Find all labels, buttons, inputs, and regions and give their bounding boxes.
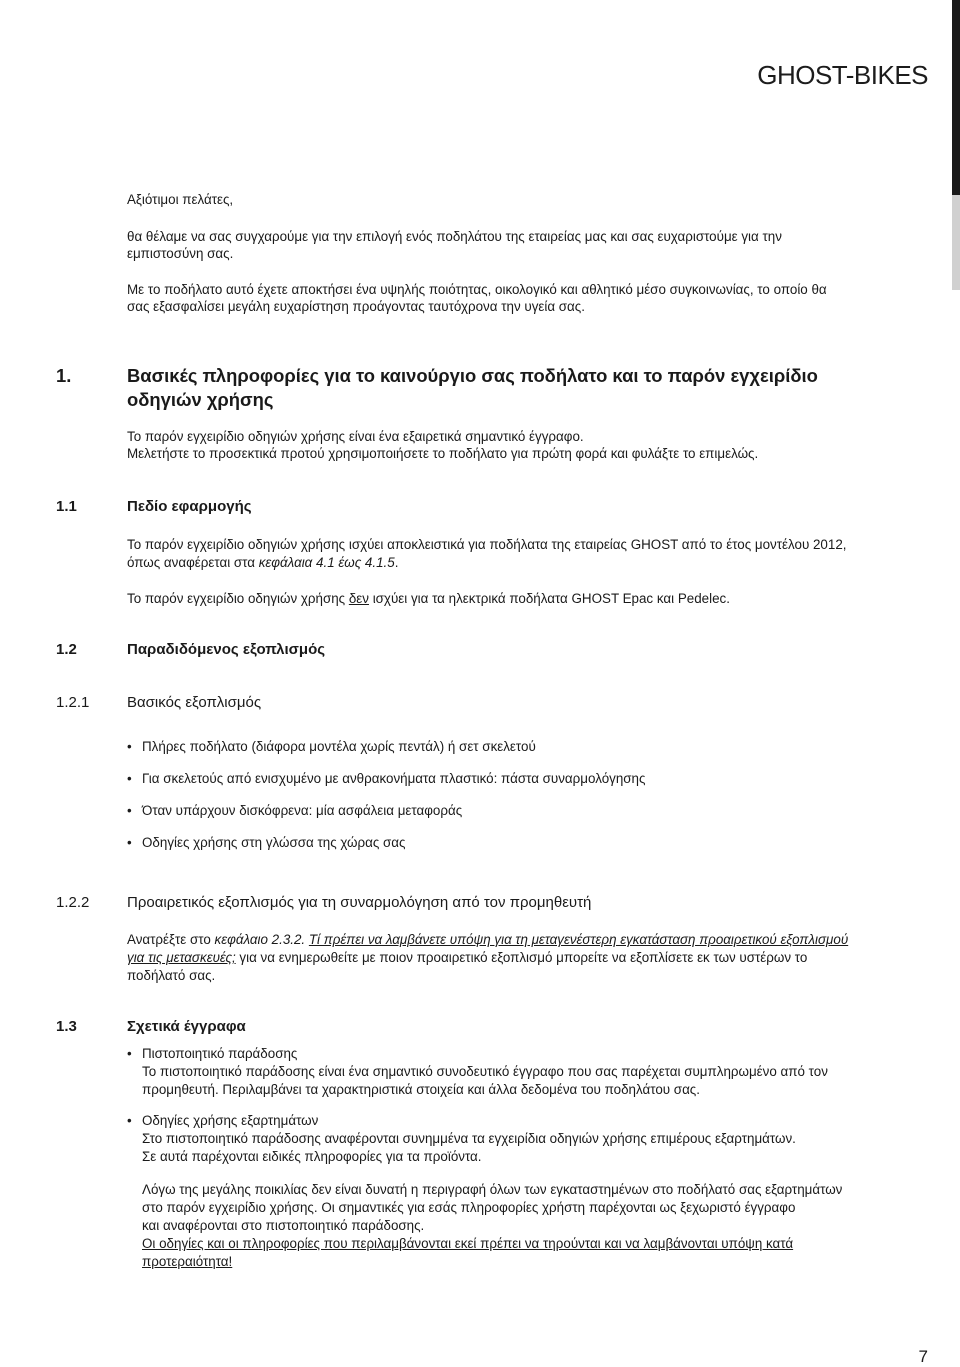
section-1-3-number: 1.3 — [56, 1018, 77, 1035]
priority-notice-line-2: προτεραιότητα! — [142, 1254, 233, 1269]
bullet-icon: • — [127, 835, 132, 850]
intro-paragraph-1-line-2: εμπιστοσύνη σας. — [127, 246, 234, 261]
intro-paragraph-1-line-1: θα θέλαμε να σας συγχαρούμε για την επιλογή ενός ποδηλάτου της εταιρείας μας και σας ευχαριστούμε για την — [127, 229, 782, 244]
section-1-1-title: Πεδίο εφαρμογής — [127, 498, 252, 515]
section-1-text-line-2: Μελετήστε το προσεκτικά προτού χρησιμοποιήσετε το ποδήλατο για πρώτη φορά και φυλάξτε το επιμελώς. — [127, 446, 759, 461]
document-item-text: προμηθευτή. Περιλαμβάνει τα χαρακτηριστικά στοιχεία και άλλα δεδομένα του ποδηλάτου σας. — [142, 1082, 700, 1097]
components-paragraph-line-1: Λόγω της μεγάλης ποικιλίας δεν είναι δυνατή η περιγραφή όλων των εγκαταστημένων στο ποδήλατό σας εξαρτημάτων — [142, 1182, 843, 1197]
section-1-1-number: 1.1 — [56, 498, 77, 515]
list-item: Όταν υπάρχουν δισκόφρενα: μία ασφάλεια μεταφοράς — [142, 803, 463, 818]
document-item-text: Στο πιστοποιητικό παράδοσης αναφέρονται συνημμένα τα εγχειρίδια οδηγιών χρήσης επιμέρους εξαρτημάτων. — [142, 1131, 796, 1146]
exclusion-text-start: Το παρόν εγχειρίδιο οδηγιών χρήσης — [127, 591, 349, 606]
section-1-text-line-1: Το παρόν εγχειρίδιο οδηγιών χρήσης είναι ένα εξαιρετικά σημαντικό έγγραφο. — [127, 429, 584, 444]
exclusion-emphasis: δεν — [348, 591, 369, 606]
edge-tab-light — [952, 195, 960, 290]
scope-line-2 — [127, 554, 927, 572]
optional-line-3: ποδήλατό σας. — [127, 968, 216, 983]
chapter-reference: κεφάλαιο 2.3.2. — [214, 932, 309, 947]
section-1-3-title: Σχετικά έγγραφα — [127, 1018, 246, 1035]
section-1-2-1-title: Βασικός εξοπλισμός — [127, 694, 262, 711]
list-item: Για σκελετούς από ενισχυμένο με ανθρακονήματα πλαστικό: πάστα συναρμολόγησης — [142, 771, 646, 786]
bullet-icon: • — [127, 771, 132, 786]
bullet-icon: • — [127, 1046, 132, 1061]
scope-period: . — [394, 555, 399, 570]
components-paragraph-line-2: στο παρόν εγχειρίδιο χρήσης. Οι σημαντικές για εσάς πληροφορίες χρήστη παρέχονται ως ξεχωριστό έγγραφο — [142, 1200, 796, 1215]
priority-notice-line-1: Οι οδηγίες και οι πληροφορίες που περιλαμβάνονται εκεί πρέπει να τηρούνται και να λαμβάνονται υπόψη κατά — [142, 1236, 794, 1251]
page-number: 7 — [918, 1347, 928, 1366]
section-1-title-line-2: οδηγιών χρήσης — [127, 389, 274, 410]
optional-text: για να ενημερωθείτε με ποιον προαιρετικό εξοπλισμό μπορείτε να εξοπλίσετε εκ των υστέρων το — [235, 950, 808, 965]
section-1-2-2-number: 1.2.2 — [56, 894, 90, 911]
section-1-2-1-number: 1.2.1 — [56, 694, 90, 711]
section-1-2-number: 1.2 — [56, 641, 77, 658]
bullet-icon: • — [127, 803, 132, 818]
section-1-2-title: Παραδιδόμενος εξοπλισμός — [127, 641, 326, 658]
edge-tab-dark — [952, 0, 960, 195]
list-item: Πλήρες ποδήλατο (διάφορα μοντέλα χωρίς πεντάλ) ή σετ σκελετού — [142, 739, 536, 754]
scope-exclusion — [127, 590, 927, 608]
chapter-title-reference: Τί πρέπει να λαμβάνετε υπόψη για τη μεταγενέστερη εγκατάσταση προαιρετικού εξοπλισμού — [308, 932, 849, 947]
optional-text: Ανατρέξτε στο — [127, 932, 215, 947]
document-item-title: Οδηγίες χρήσης εξαρτημάτων — [142, 1113, 319, 1128]
scope-text: όπως αναφέρεται στα — [127, 555, 259, 570]
section-1-title-line-1: Βασικές πληροφορίες για το καινούργιο σας ποδήλατο και το παρόν εγχειρίδιο — [127, 365, 818, 386]
section-1-number: 1. — [56, 365, 72, 386]
brand-title: GHOST-BIKES — [757, 60, 928, 90]
document-item-text: Το πιστοποιητικό παράδοσης είναι ένα σημαντικό συνοδευτικό έγγραφο που σας παρέχεται συμπληρωμένο από τον — [142, 1064, 828, 1079]
components-paragraph-line-3: και αναφέρονται στο πιστοποιητικό παράδοσης. — [142, 1218, 425, 1233]
optional-line-2 — [127, 949, 927, 967]
greeting: Αξιότιμοι πελάτες, — [127, 192, 234, 207]
list-item: Οδηγίες χρήσης στη γλώσσα της χώρας σας — [142, 835, 406, 850]
intro-paragraph-2-line-1: Με το ποδήλατο αυτό έχετε αποκτήσει ένα υψηλής ποιότητας, οικολογικό και αθλητικό μέσο συγκοινωνίας, το οποίο θα — [127, 282, 827, 297]
document-item-title: Πιστοποιητικό παράδοσης — [142, 1046, 298, 1061]
chapter-title-reference-end: για τις μετασκευές; — [127, 950, 236, 965]
intro-paragraph-2-line-2: σας εξασφαλίσει μεγάλη ευχαρίστηση προάγοντας ταυτόχρονα την υγεία σας. — [127, 299, 585, 314]
scope-line-1: Το παρόν εγχειρίδιο οδηγιών χρήσης ισχύει αποκλειστικά για ποδήλατα της εταιρείας GHOST από το έτος μοντέλου 2012, — [127, 537, 847, 552]
exclusion-text-end: ισχύει για τα ηλεκτρικά ποδήλατα GHOST Epac και Pedelec. — [368, 591, 730, 606]
bullet-icon: • — [127, 1113, 132, 1128]
document-item-text: Σε αυτά παρέχονται ειδικές πληροφορίες για τα προϊόντα. — [142, 1149, 482, 1164]
optional-line-1 — [127, 931, 927, 949]
section-1-2-2-title: Προαιρετικός εξοπλισμός για τη συναρμολόγηση από τον προμηθευτή — [127, 894, 592, 911]
bullet-icon: • — [127, 739, 132, 754]
chapter-reference: κεφάλαια 4.1 έως 4.1.5 — [258, 555, 395, 570]
